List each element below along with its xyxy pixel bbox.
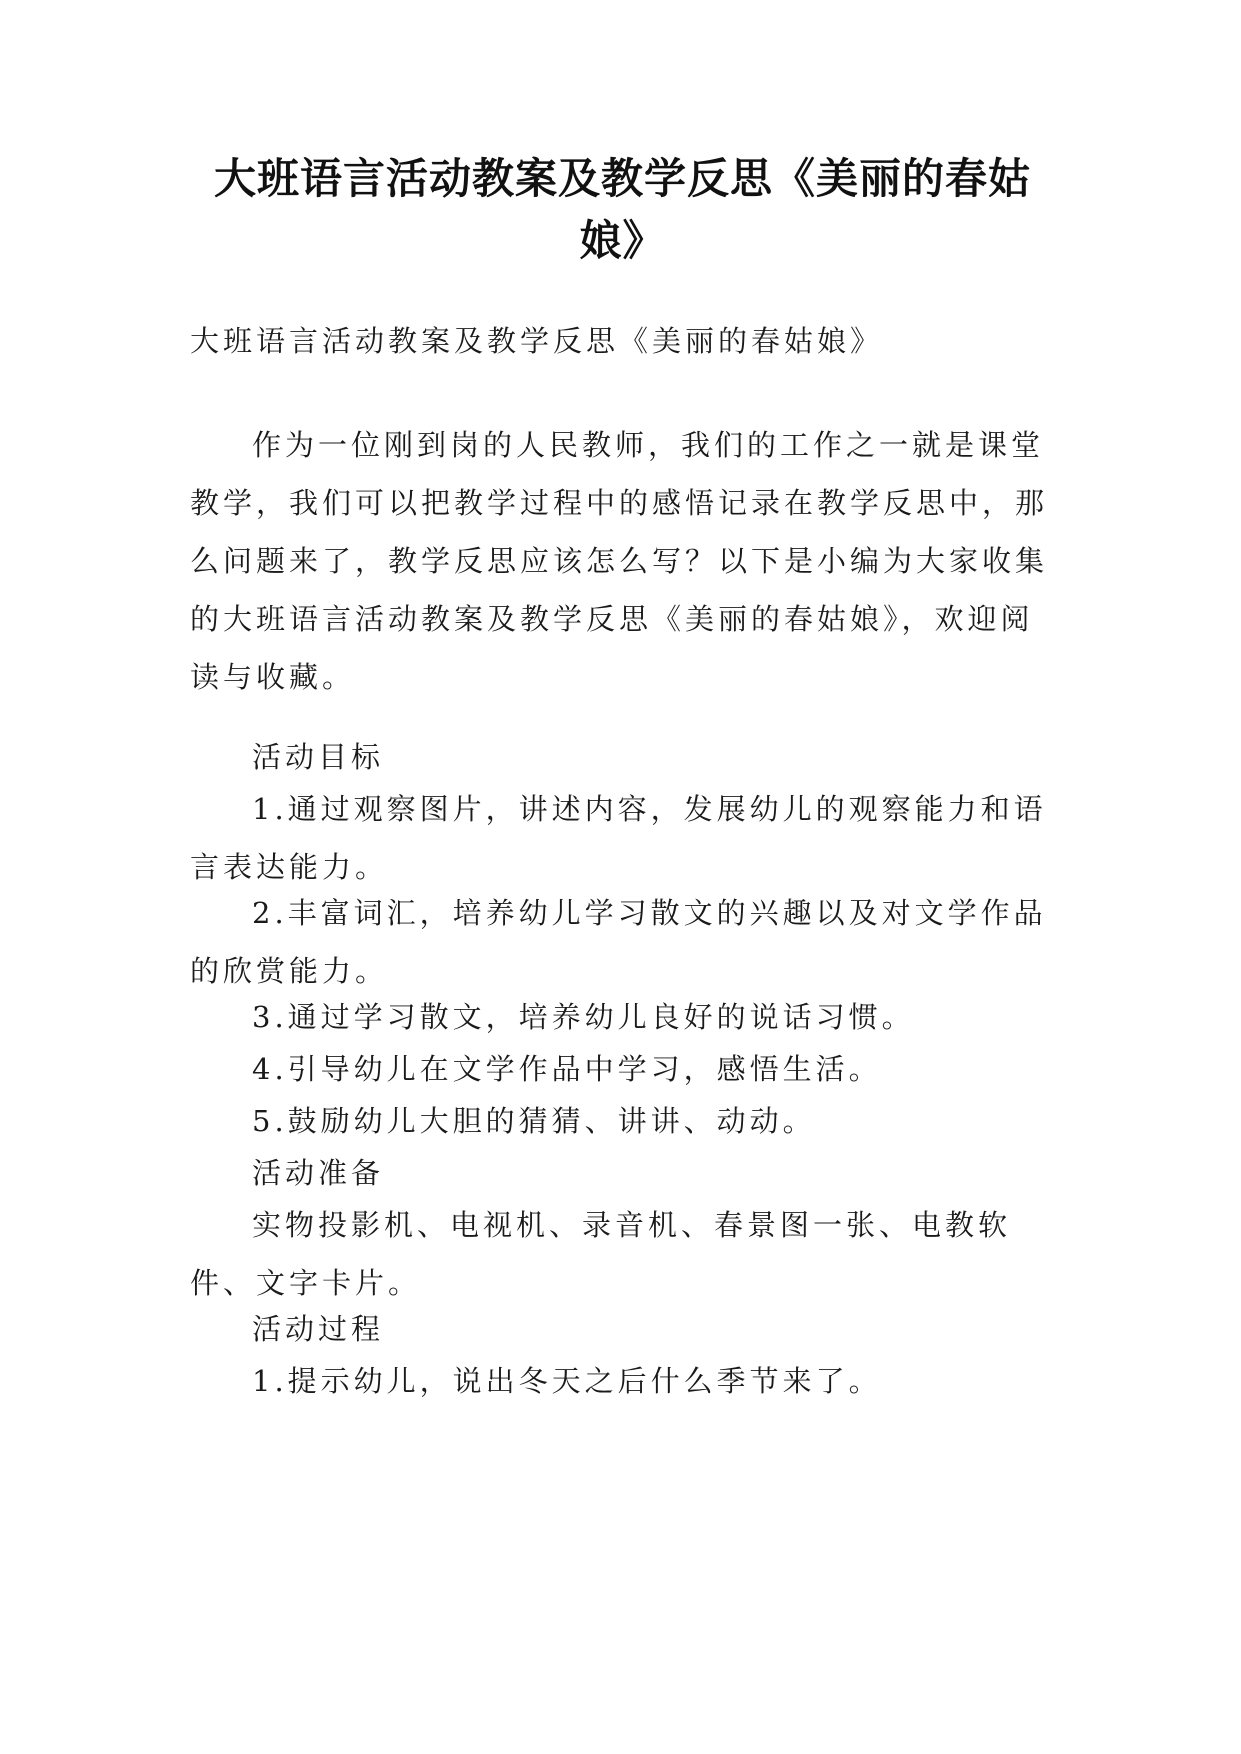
process-item: 1.提示幼儿，说出冬天之后什么季节来了。 xyxy=(252,1364,882,1398)
goals-heading: 活动目标 xyxy=(252,740,385,774)
prep-paragraph: 实物投影机、电视机、录音机、春景图一张、电教软件、文字卡片。 xyxy=(190,1208,1012,1300)
goal-item: 5.鼓励幼儿大胆的猜猜、讲讲、动动。 xyxy=(252,1104,816,1138)
document-subtitle: 大班语言活动教案及教学反思《美丽的春姑娘》 xyxy=(190,324,884,358)
process-heading: 活动过程 xyxy=(252,1312,385,1346)
goal-item: 3.通过学习散文，培养幼儿良好的说话习惯。 xyxy=(252,1000,915,1034)
goal-item: 2.丰富词汇，培养幼儿学习散文的兴趣以及对文学作品的欣赏能力。 xyxy=(190,896,1047,988)
goal-item: 1.通过观察图片，讲述内容，发展幼儿的观察能力和语言表达能力。 xyxy=(190,792,1047,884)
goal-item: 4.引导幼儿在文学作品中学习，感悟生活。 xyxy=(252,1052,882,1086)
document-title: 大班语言活动教案及教学反思《美丽的春姑娘》 xyxy=(213,154,1031,265)
prep-heading: 活动准备 xyxy=(252,1156,385,1190)
intro-paragraph: 作为一位刚到岗的人民教师，我们的工作之一就是课堂教学，我们可以把教学过程中的感悟记录在教学反思中，那么问题来了，教学反思应该怎么写？以下是小编为大家收集的大班语言活动教案及教学反思《美丽的春姑娘》，欢迎阅读与收藏。 xyxy=(190,428,1049,694)
